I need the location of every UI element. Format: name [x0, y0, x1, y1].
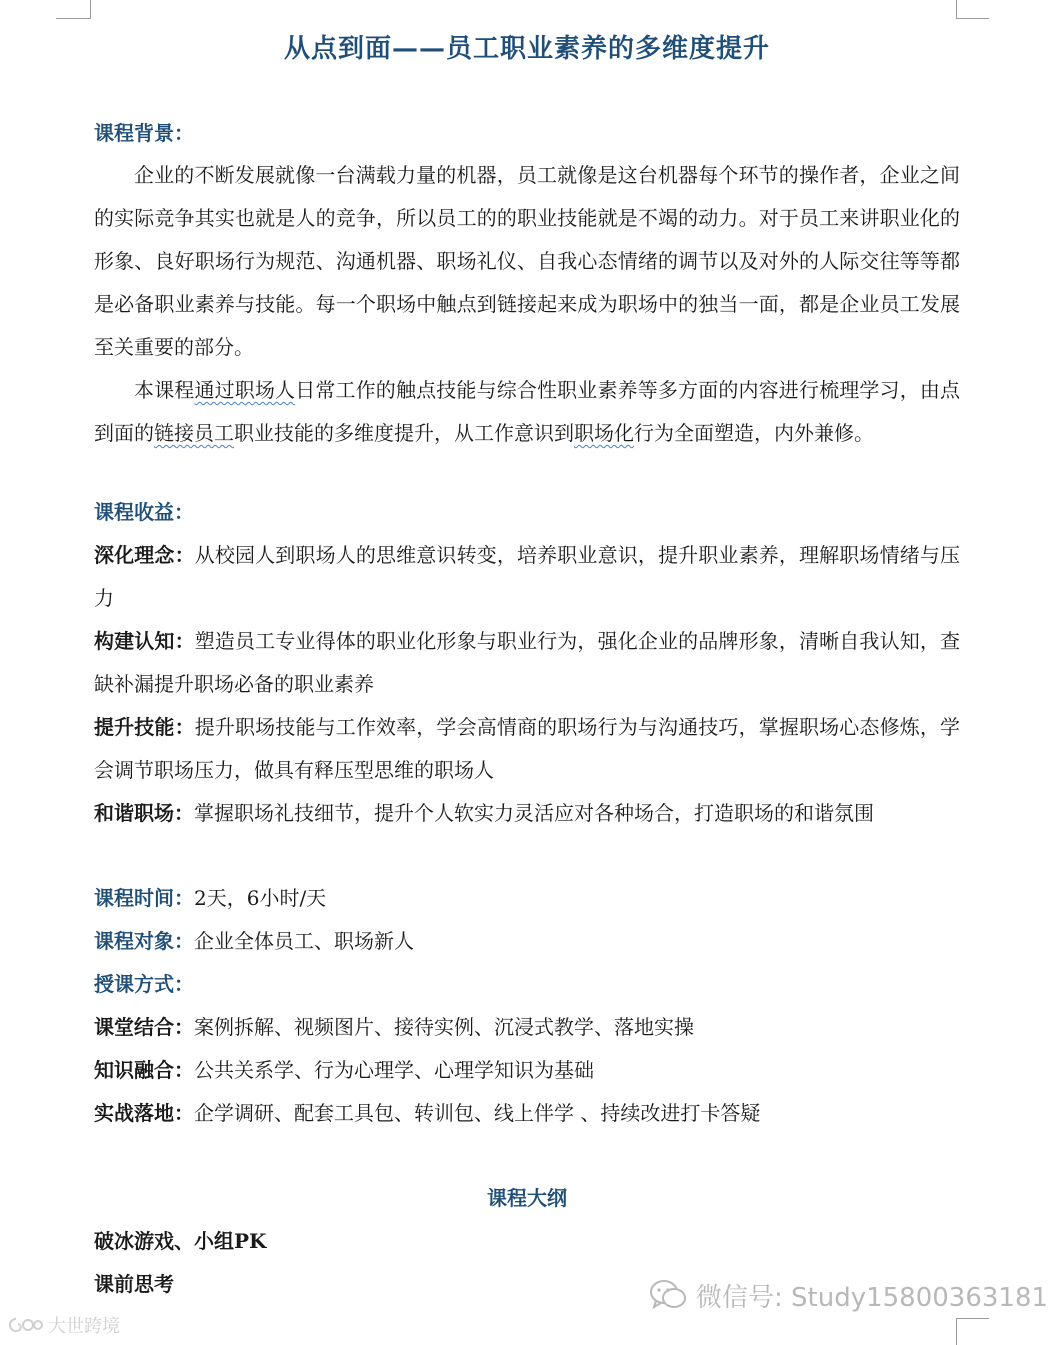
- method-label: 知识融合：: [94, 1058, 194, 1082]
- para2-seg-6: 职场化: [574, 421, 634, 445]
- benefit-item: [94, 706, 960, 792]
- benefit-text: 掌握职场礼技细节，提升个人软实力灵活应对各种场合，打造职场的和谐氛围: [194, 801, 874, 825]
- method-text: 案例拆解、视频图片、接待实例、沉浸式教学、落地实操: [194, 1015, 694, 1039]
- background-paragraph-2: [94, 369, 960, 455]
- background-paragraph-1: 企业的不断发展就像一台满载力量的机器，员工就像是这台机器每个环节的操作者，企业之间的实际竞争其实也就是人的竞争，所以员工的的职业技能就是不竭的动力。对于员工来讲职业化的形象、良好职场行为规范、沟通机器、职场礼仪、自我心态情绪的调节以及对外的人际交往等等都是必备职业素养与技能。每一个职场中触点到链接起来成为职场中的独当一面，都是企业员工发展至关重要的部分。: [94, 163, 960, 359]
- benefit-label: 构建认知：: [94, 629, 195, 653]
- benefit-text: 从校园人到职场人的思维意识转变，培养职业意识，提升职业素养，理解职场情绪与压力: [94, 543, 961, 610]
- outline-item: 课前思考: [94, 1272, 174, 1296]
- teaching-method-heading: 授课方式：: [94, 972, 194, 996]
- method-label: 实战落地：: [94, 1101, 194, 1125]
- crop-mark-top-left: [56, 0, 91, 19]
- watermark-text: 微信号: Study15800363181: [696, 1282, 1049, 1313]
- wechat-icon: [648, 1278, 688, 1312]
- background-heading: 课程背景：: [94, 121, 194, 145]
- benefit-text: 提升职场技能与工作效率，学会高情商的职场行为与沟通技巧，掌握职场心态修炼，学会调节职场压力，做具有释压型思维的职场人: [94, 715, 961, 782]
- course-time-value: 2天，6小时/天: [194, 886, 327, 910]
- para2-seg-2: 通过职场人: [194, 378, 296, 402]
- crop-mark-bottom-right: [956, 1318, 989, 1345]
- course-audience: [94, 920, 960, 963]
- method-item: [94, 1092, 960, 1135]
- benefits-heading: 课程收益：: [94, 500, 194, 524]
- benefit-label: 提升技能：: [94, 715, 195, 739]
- method-item: [94, 1006, 960, 1049]
- para2-seg-7: 行为全面塑造，内外兼修。: [634, 421, 874, 445]
- course-audience-value: 企业全体员工、职场新人: [194, 929, 414, 953]
- course-audience-label: 课程对象：: [94, 929, 194, 953]
- method-item: [94, 1049, 960, 1092]
- course-time-label: 课程时间：: [94, 886, 194, 910]
- para2-seg-5: 职业技能的多维度提升，从工作意识到: [234, 421, 574, 445]
- para2-seg-1: 本课程: [134, 378, 195, 402]
- course-time: [94, 877, 960, 920]
- outline-heading: 课程大纲: [487, 1186, 567, 1210]
- benefit-label: 和谐职场：: [94, 801, 194, 825]
- brand-watermark: [6, 1312, 120, 1338]
- brand-text: 大世跨境: [48, 1316, 120, 1337]
- method-text: 企学调研、配套工具包、转训包、线上伴学 、持续改进打卡答疑: [194, 1101, 761, 1125]
- benefit-item: [94, 534, 960, 620]
- outline-item: 破冰游戏、小组PK: [94, 1229, 267, 1253]
- method-text: 公共关系学、行为心理学、心理学知识为基础: [194, 1058, 594, 1082]
- benefit-item: [94, 792, 960, 835]
- benefit-item: [94, 620, 960, 706]
- benefit-text: 塑造员工专业得体的职业化形象与职业行为，强化企业的品牌形象，清晰自我认知，查缺补漏提升职场必备的职业素养: [94, 629, 961, 696]
- benefit-label: 深化理念：: [94, 543, 195, 567]
- document-title: 从点到面——员工职业素养的多维度提升: [283, 34, 770, 64]
- brand-logo-icon: [6, 1315, 44, 1335]
- para2-seg-3: 日常工作的触点技能与综合性职业素养等多方面的内容进行梳理学习，由点到面的: [94, 378, 961, 445]
- wechat-watermark: [648, 1272, 1048, 1318]
- crop-mark-top-right: [956, 0, 989, 19]
- para2-seg-4: 链接员工: [154, 421, 234, 445]
- document-body: [94, 118, 960, 1306]
- method-label: 课堂结合：: [94, 1015, 194, 1039]
